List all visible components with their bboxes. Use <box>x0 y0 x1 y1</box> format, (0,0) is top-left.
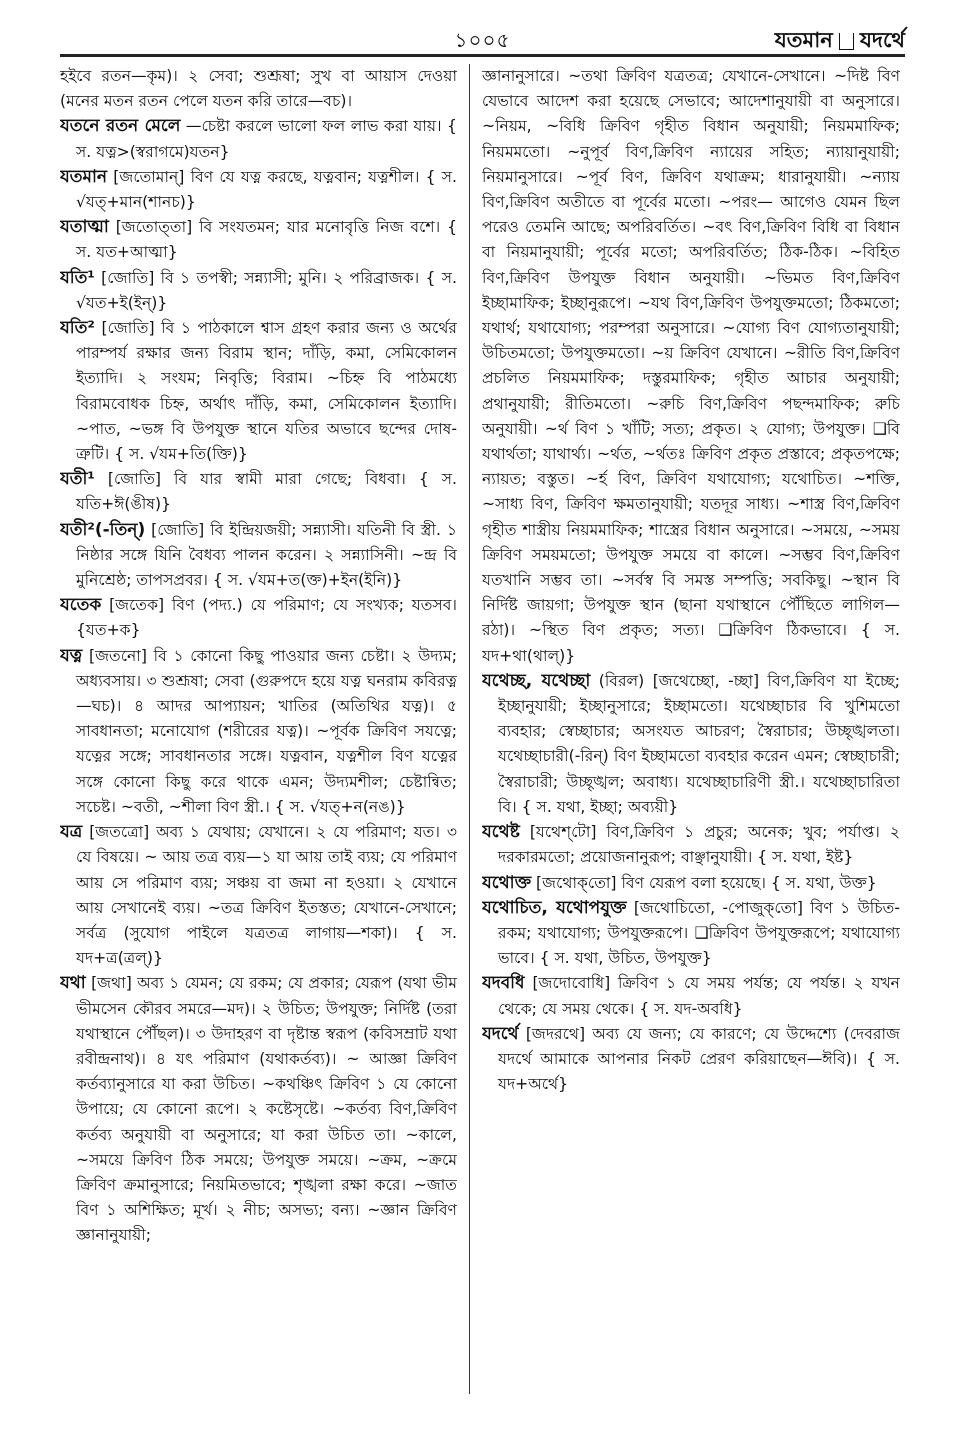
dictionary-entry <box>60 467 457 517</box>
entry-definition: [যথেশ্‌টো] বিণ,ক্রিবিণ ১ প্রচুর; অনেক; খুব; পর্যাপ্ত। ২ দরকারমতো; প্রয়োজনানুরূপ; বাঞ্ছানুযায়ী। { স. যথা, ইষ্ট} <box>498 823 900 867</box>
dictionary-entry <box>482 1022 900 1098</box>
dictionary-entry <box>60 518 457 594</box>
entry-headword: যথেচ্ছ, যথেচ্ছা <box>482 670 591 691</box>
dictionary-entry <box>60 64 457 114</box>
dictionary-entry <box>60 644 457 820</box>
entry-headword: যত্ন <box>60 645 83 666</box>
dictionary-entry <box>60 971 457 1248</box>
entry-headword: যতনে রতন মেলে <box>60 116 181 137</box>
entry-definition: [জতোমান্] বিণ যে যত্ন করছে, যত্নবান; যত্নশীল। { স. √যত্+মান(শানচ)} <box>76 167 457 212</box>
entry-headword: যতমান <box>60 166 108 187</box>
entry-headword: যতাত্মা <box>60 217 109 238</box>
dictionary-entry <box>60 114 457 164</box>
entry-definition: [জোতি] বি ১ তপস্বী; সন্ন্যাসী; মুনি। ২ পরিব্রাজক। { স. √যত+ই(ইন্)} <box>76 268 457 312</box>
dictionary-entry <box>60 820 457 971</box>
entry-headword: যথোচিত, যথোপযুক্ত <box>482 897 627 918</box>
dictionary-entry <box>482 64 900 669</box>
dictionary-entry <box>482 820 900 870</box>
header-rule <box>60 54 905 57</box>
entry-definition: [জতোত্‌তা] বি সংযতমন; যার মনোবৃত্তি নিজ বশে। { স. যত+আত্মা} <box>76 218 457 262</box>
dictionary-entry <box>60 266 457 316</box>
entry-definition: [জতত্রো] অব্য ১ যেথায়; যেখানে। ২ যে পরিমাণ; যত। ৩ যে বিষয়ে। ~ আয় তত্র ব্যয়—১ যা আয় তাই ব্যয়; যে পরিমাণ আয় সে পরিমাণ ব্যয়; সঞ্চয় বা জমা না হওয়া। ২ যেখানে আয় সেখানেই ব্যয়। ~তত্র ক্রিবিণ ইতস্তত; যেখানে-সেখানে; সর্বত্র (সুযোগ পাইলে যত্রতত্র লাগায়—শকা)। { স. যদ+ত্র(ত্রল্)} <box>76 823 457 968</box>
entry-headword: যতি² <box>60 318 95 339</box>
guide-separator-icon <box>839 33 854 50</box>
page-header <box>60 22 905 56</box>
dictionary-entry <box>60 593 457 643</box>
entry-headword: যতী¹ <box>60 469 95 490</box>
left-column <box>60 64 457 1438</box>
column-divider <box>469 64 470 1394</box>
entry-definition: [জথোক্‌তো] বিণ যেরূপ বলা হয়েছে। { স. যথা, উক্ত} <box>536 873 877 892</box>
entry-definition: (বিরল) [জথেচ্ছো, -চ্ছা] বিণ,ক্রিবিণ যা ইচ্ছে; ইচ্ছানুযায়ী; ইচ্ছানুসারে; ইচ্ছামতো। যথেচ্ছাচার বি খুশিমতো ব্যবহার; স্বেচ্ছাচার; অসংযত আচরণ; স্বৈরাচার; উচ্ছৃঙ্খলতা। যথেচ্ছাচারী(-রিন্) বিণ ইচ্ছামতো ব্যবহার করেন এমন; স্বেচ্ছাচারী; স্বৈরাচারী; উচ্ছৃঙ্খল; অবাধ্য। যথেচ্ছাচারিণী স্ত্রী.। যথেচ্ছাচারিতা বি। { স. যথা, ইচ্ছা; অব্যয়ী} <box>498 671 900 816</box>
entry-definition: [জোতি] বি ইন্দ্রিয়জয়ী; সন্ন্যাসী। যতিনী বি স্ত্রী. ১ নিষ্ঠার সঙ্গে যিনি বৈধব্য পালন করেন। ২ সন্ন্যাসিনী। ~ন্দ্র বি মুনিশ্রেষ্ঠ; তাপসপ্রবর। { স. √যম+ত(ক্ত)+ইন(ইনি)} <box>76 520 457 590</box>
dictionary-entry <box>482 971 900 1021</box>
dictionary-entry <box>482 871 900 896</box>
entry-definition: [জদরথে] অব্য যে জন্য; যে কারণে; যে উদ্দেশ্যে (দেবরাজ যদর্থে আমাকে আপনার নিকট প্রেরণ করিয়াছেন—ঈবি)। { স. যদ+অর্থে} <box>498 1024 900 1094</box>
entry-definition: হইবে রতন—কৃম)। ২ সেবা; শুশ্রূষা; সুখ বা আয়াস দেওয়া (মনের মতন রতন পেলে যতন করি তারে—বচ)। <box>60 67 457 111</box>
entry-headword: যতি¹ <box>60 267 95 288</box>
entry-headword: যথোক্ত <box>482 872 532 893</box>
entry-definition: [জথা] অব্য ১ যেমন; যে রকম; যে প্রকার; যেরূপ (যথা ভীম ভীমসেন কৌরব সমরে—মদ)। ২ উচিত; উপযুক্ত; নির্দিষ্ট (তরা যথাস্থানে পৌঁছল)। ৩ উদাহরণ বা দৃষ্টান্ত স্বরূপ (কবিসম্রাট যথা রবীন্দ্রনাথ)। ৪ যৎ পরিমাণ (যথাকর্তব্য)। ~ আজ্ঞা ক্রিবিণ কর্তব্যানুসারে যা করা উচিত। ~কথঞ্চিৎ ক্রিবিণ ১ যে কোনো উপায়ে; যে কোনো রূপে। ২ কষ্টেসৃষ্টে। ~কর্তব্য বিণ,ক্রিবিণ কর্তব্য অনুযায়ী বা অনুসারে; যা করা উচিত তা। ~কালে, ~সময়ে ক্রিবিণ ঠিক সময়ে; উপযুক্ত সময়ে। ~ক্রম, ~ক্রমে ক্রিবিণ ক্রমানুসারে; নিয়মিতভাবে; শৃঙ্খলা রক্ষা করে। ~জাত বিণ ১ অশিক্ষিত; মূর্খ। ২ নীচ; অসভ্য; বন্য। ~জ্ঞান ক্রিবিণ জ্ঞানানুযায়ী; <box>76 974 457 1245</box>
entry-headword: যদবধি <box>482 973 525 994</box>
dictionary-entry <box>60 165 457 215</box>
guide-word-end: যদর্থে <box>859 28 905 52</box>
entry-headword: যথেষ্ট <box>482 822 520 843</box>
dictionary-entry <box>60 316 457 467</box>
entry-headword: যতেক <box>60 595 102 616</box>
right-column <box>482 64 900 1438</box>
dictionary-entry <box>482 669 900 820</box>
entry-headword: যদর্থে <box>482 1023 519 1044</box>
entry-definition: [জোতি] বি ১ পাঠকালে শ্বাস গ্রহণ করার জন্য ও অর্থের পারম্পর্য রক্ষার জন্য বিরাম স্থান; দাঁড়ি, কমা, সেমিকোলন ইত্যাদি। ২ সংযম; নিবৃত্তি; বিরাম। ~চিহ্ন বি পাঠমধ্যে বিরামবোধক চিহ্ন, অর্থাৎ দাঁড়ি, কমা, সেমিকোলন ইত্যাদি। ~পাত, ~ভঙ্গ বি উপযুক্ত স্থানে যতির অভাবে ছন্দের দোষ-ত্রুটি। { স. √যম+তি(ক্তি)} <box>76 319 457 464</box>
dictionary-entry <box>482 896 900 972</box>
entry-headword: যথা <box>60 973 86 994</box>
page-number: ১০০৫ <box>454 28 511 52</box>
entry-definition: [জতনো] বি ১ কোনো কিছু পাওয়ার জন্য চেষ্টা। ২ উদ্যম; অধ্যবসায়। ৩ শুশ্রূষা; সেবা (গুরুপদে হয়ে যত্ন ঘনরাম কবিরত্ন—ঘচ)। ৪ আদর আপ্যায়ন; খাতির (অতিথির যত্ন)। ৫ সাবধানতা; মনোযোগ (শরীরের যত্ন)। ~পূর্বক ক্রিবিণ সযত্নে; যত্নের সঙ্গে; সাবধানতার সঙ্গে। যত্নবান, যত্নশীল বিণ যত্নের সঙ্গে কোনো কিছু করে থাকে এমন; উদ্যমশীল; চেষ্টান্বিত; সচেষ্ট। ~বতী, ~শীলা বিণ স্ত্রী.। { স. √যত্+ন(নঙ)} <box>76 646 457 816</box>
entry-headword: যত্র <box>60 822 83 843</box>
entry-definition: [জথোচিতো, -পোজুক্‌তো] বিণ ১ উচিত-রকম; যথাযোগ্য; উপযুক্তরূপে। ❑ক্রিবিণ উপযুক্তরূপে; যথাযোগ্য ভাবে। { স. যথা, উচিত, উপযুক্ত} <box>498 898 900 968</box>
entry-definition: [জতেক] বিণ (পদ্য.) যে পরিমাণ; যে সংখ্যক; যতসব। {যত+ক} <box>76 596 457 640</box>
entry-definition: [জোতি] বি যার স্বামী মারা গেছে; বিধবা। { স. যতি+ঈ(ঙীষ)} <box>76 470 457 514</box>
entry-definition: জ্ঞানানুসারে। ~তথা ক্রিবিণ যত্রতত্র; যেখানে-সেখানে। ~দিষ্ট বিণ যেভাবে আদেশ করা হয়েছে সেভাবে; আদেশানুযায়ী বা অনুসারে। ~নিয়ম, ~বিধি ক্রিবিণ গৃহীত বিধান অনুযায়ী; নিয়মমাফিক; নিয়মমতো। ~নুপূর্ব বিণ,ক্রিবিণ ন্যায়ের সহিত; ন্যায়ানুযায়ী; নিয়মানুসারে। ~পূর্ব বিণ, ক্রিবিণ যথাক্রম; ধারানুযায়ী। ~ন্যায় বিণ,ক্রিবিণ অতীতে বা পূর্বের মতো। ~পরং— আগেও যেমন ছিল পরেও তেমনি আছে; অপরিবর্তিত। ~বৎ বিণ,ক্রিবিণ বিধি বা বিধান বা নিয়মানুযায়ী; পূর্বের মতো; অপরিবর্তিত; ঠিক-ঠিক। ~বিহিত বিণ,ক্রিবিণ উপযুক্ত বিধান অনুযায়ী। ~ভিমত বিণ,ক্রিবিণ ইচ্ছামাফিক; ইচ্ছানুরূপে। ~যথ বিণ,ক্রিবিণ উপযুক্তমতো; ঠিকমতো; যথার্থ; যথাযোগ্য; পরম্পরা অনুসারে। ~যোগ্য বিণ যোগ্যতানুযায়ী; উচিতমতো; উপযুক্তমতো। ~য় ক্রিবিণ যেখানে। ~রীতি বিণ,ক্রিবিণ প্রচলিত নিয়মমাফিক; দস্তুরমাফিক; গৃহীত আচার অনুযায়ী; প্রথানুযায়ী; রীতিমতো। ~রুচি বিণ,ক্রিবিণ পছন্দমাফিক; রুচি অনুযায়ী। ~র্থ বিণ ১ খাঁটি; সত্য; প্রকৃত। ২ যোগ্য; উপযুক্ত। ❑বি যথার্থতা; যাথার্থ্য। ~র্থত, ~র্থতঃ ক্রিবিণ প্রকৃত প্রস্তাবে; প্রকৃতপক্ষে; ন্যায়ত; বস্তুত। ~র্হ বিণ, ক্রিবিণ যথাযোগ্য; যথোচিত। ~শক্তি, ~সাধ্য বিণ, ক্রিবিণ ক্ষমতানুযায়ী; যতদূর সাধ্য। ~শাস্ত্র বিণ,ক্রিবিণ গৃহীত শাস্ত্রীয় নিয়মমাফিক; শাস্ত্রের বিধান অনুসারে। ~সময়ে, ~সময় ক্রিবিণ সময়মতো; উপযুক্ত সময়ে বা কালে। ~সম্ভব বিণ,ক্রিবিণ যতখানি সম্ভব তা। ~সর্বস্ব বি সমস্ত সম্পত্তি; সবকিছু। ~স্থান বি নির্দিষ্ট জায়গা; উপযুক্ত স্থান (ছানা যথাস্থানে পৌঁছিতে লাগিল—রঠা)। ~স্থিত বিণ প্রকৃত; সত্য। ❑ক্রিবিণ ঠিকভাবে। { স. যদ+থা(থাল্)} <box>482 67 900 665</box>
entry-definition: —চেষ্টা করলে ভালো ফল লাভ করা যায়। { স. যত্ন>(স্বরাগমে)যতন} <box>76 117 457 161</box>
entry-definition: [জদোবোধি] ক্রিবিণ ১ যে সময় পর্যন্ত; যে পর্যন্ত। ২ যখন থেকে; যে সময় থেকে। { স. যদ-অবধি} <box>498 974 900 1018</box>
entry-headword: যতী²(-তিন্) <box>60 519 146 540</box>
guide-word-start: যতমান <box>774 28 833 52</box>
dictionary-entry <box>60 215 457 265</box>
